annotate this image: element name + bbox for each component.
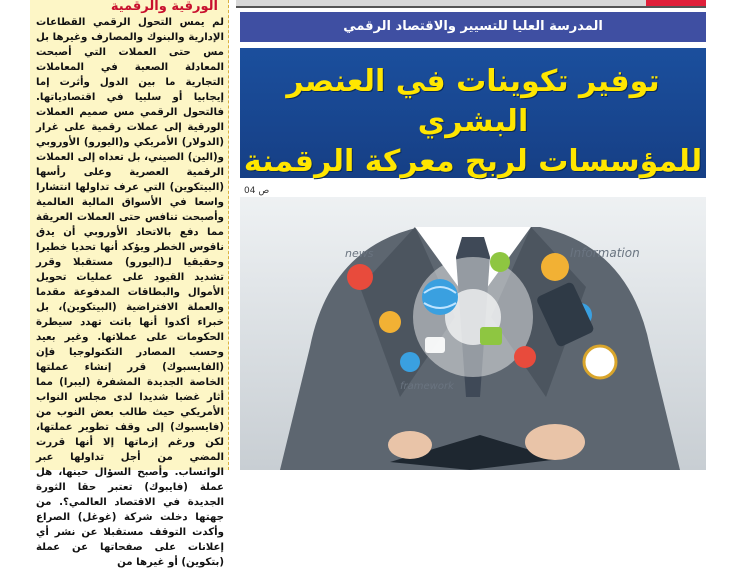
headline-line-2: للمؤسسات لربح معركة الرقمنة (243, 144, 703, 179)
photo-label-framework: framework (400, 381, 454, 392)
page-reference: ص 04 (244, 186, 270, 196)
sidebar-column (30, 0, 229, 568)
headline-line-1: توفير تكوينات في العنصر البشري (286, 64, 660, 139)
sidebar-heading: الورقية والرقمية (110, 0, 218, 14)
top-strip-rule (236, 6, 706, 8)
article-photo (240, 197, 706, 470)
headline-box (240, 48, 706, 178)
top-strip (236, 0, 706, 8)
sidebar-article-text: لم يمس التحول الرقمي القطاعات الإدارية والبنوك والمصارف وغيرها بل مس حتى العملات التي أصبحت المعادلة الصعبة في المعاملات التجارية ما بين الدول وأثرت إما إيجابيا أو سلبيا في اقتصادياتها. فالتحول الرقمي مس صميم العملات الورقية إلى عملات رقمية على غرار (الدولار) الأمريكي و(اليورو) الأوروبي و(الين) الصيني، بل تعداه إلى العملات الرقمية العصرية وعلى رأسها (البيتكوين) التي عرف تداولها انتشارا واسعا في الأسواق المالية العالمية وأصبحت تنافس حتى العملات العريقة مما دفع بالاتحاد الأوروبي أن يدق ناقوس الخطر ويؤكد أنها تحديا خطيرا وحقيقيا لـ(اليورو) مستقبلا وقرر تشديد القيود على عمليات تحويل الأموال والبطاقات المدفوعة مقدما والعملة الافتراضية (البيتكوين)، بل خبراء أكدوا أنها باتت تهدد سيطرة الحكومات على عملاتها. وغير بعيد وحسب المصادر التكنولوجيا فإن (الفايسبوك) قرر إنشاء عملتها الخاصة الجديدة المشفرة (ليبرا) مما أثار غضبا شديدا لدى مجلس النواب الأمريكي حيث طالب بعض النوب من (فايسبوك) إلى وقف تطوير عملتها، لكن ورغم إزماتها إلا أنها قررت المضي من أجل تداولها عبر الواتساب. وأصبح السؤال حينها، هل عملة (فايبوك) تعتبر حقا الثورة الجديدة في الاقتصاد العالمي؟. من جهتها دخلت شركة (غوغل) الصراع وأكدت التوقف مستقبلا عن نشر أي إعلانات على صفحاتها عن عملة (بتكوين) أو غيرها من (36, 17, 224, 568)
photo-label-information: Information (570, 246, 640, 260)
businessman-tablet-illustration (240, 197, 706, 470)
organization-band: المدرسة العليا للتسيير والاقتصاد الرقمي (240, 12, 706, 42)
photo-label-news: news (345, 247, 374, 260)
